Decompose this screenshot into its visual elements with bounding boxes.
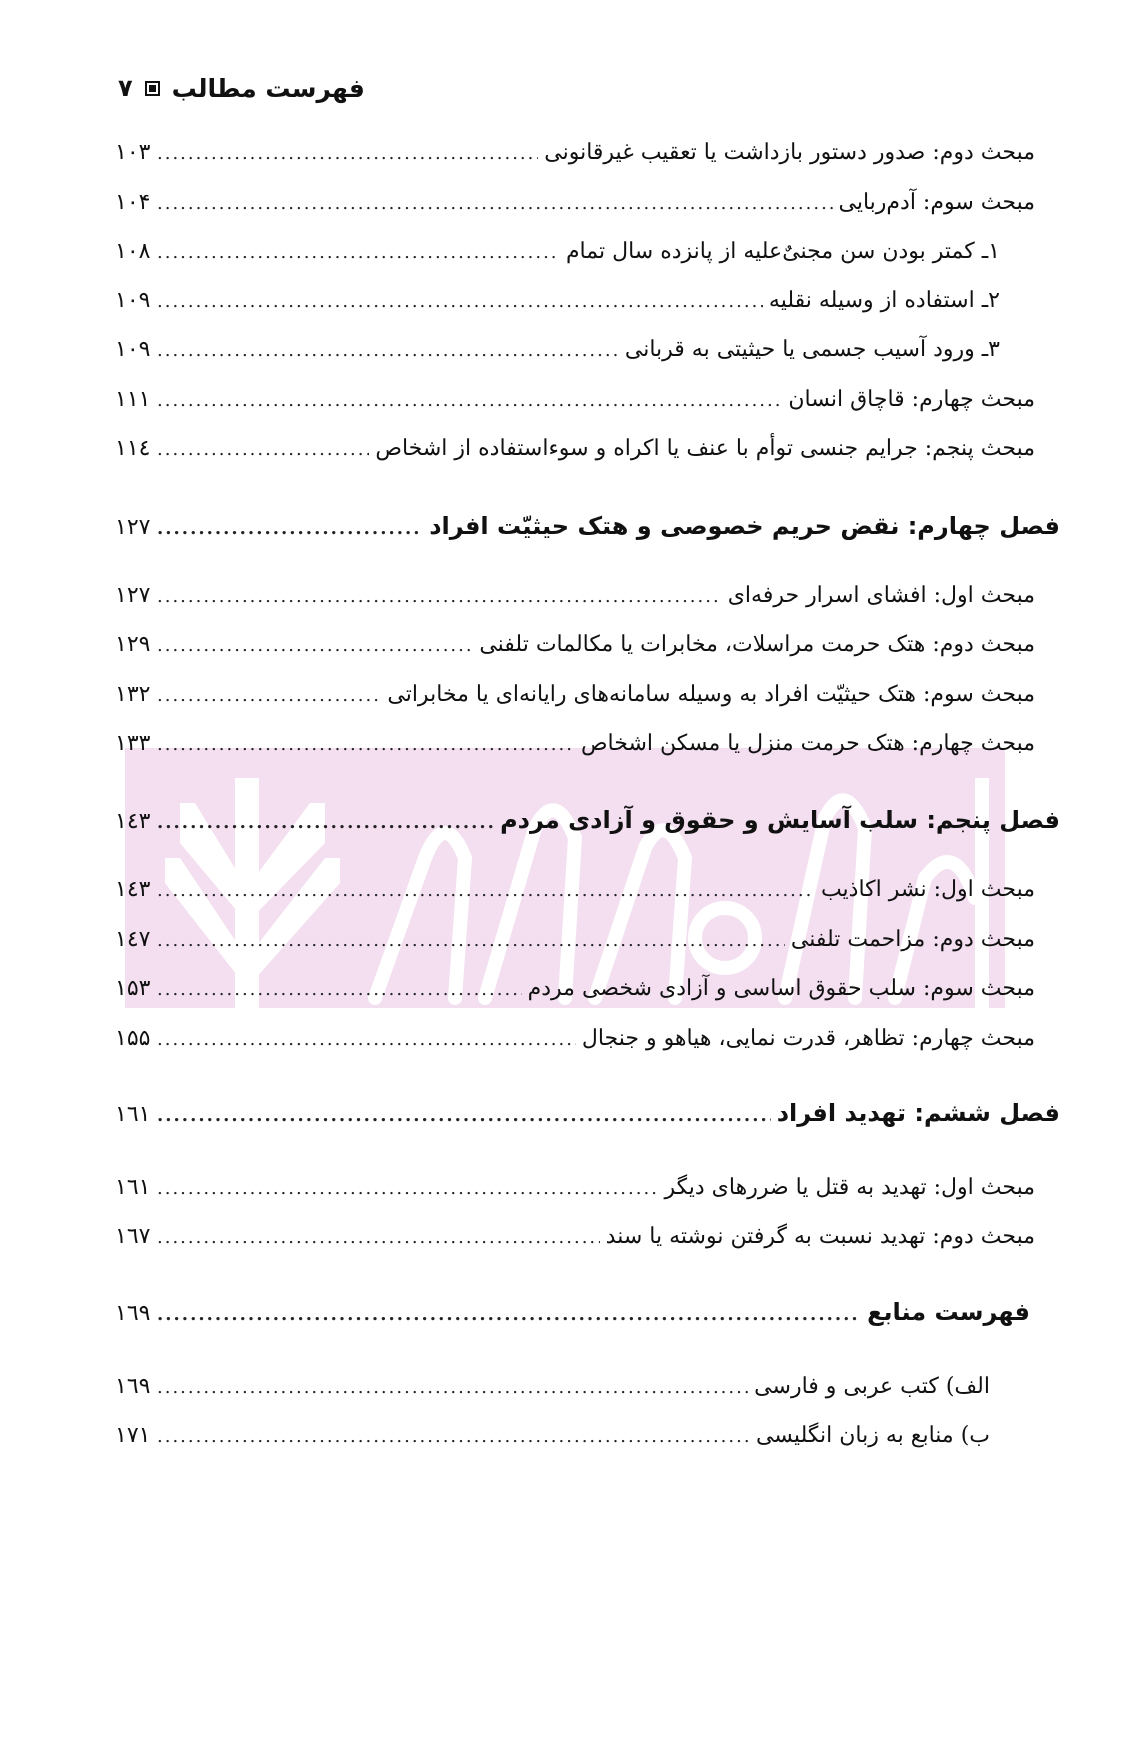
dot-leader bbox=[157, 577, 722, 617]
dot-leader bbox=[157, 1368, 748, 1408]
toc-entry-page: ۱٦۷ bbox=[115, 1224, 151, 1249]
dot-leader bbox=[157, 803, 494, 843]
dot-leader bbox=[157, 970, 522, 1010]
square-bullet-icon bbox=[145, 81, 160, 96]
toc-entry-page: ۱٦۱ bbox=[115, 1102, 151, 1127]
page-number: ۷ bbox=[118, 74, 133, 102]
toc-entry-title: مبحث سوم: هتک حیثیّت افراد به وسیله سامانه‌های رایانه‌ای یا مخابراتی bbox=[387, 682, 1035, 707]
dot-leader bbox=[157, 871, 815, 911]
toc-chapter-title: فصل ششم: تهدید افراد bbox=[776, 1099, 1060, 1127]
toc-entry[interactable] bbox=[115, 625, 1035, 665]
toc-entry-title: مبحث چهارم: قاچاق انسان bbox=[788, 387, 1035, 412]
toc-entry-page: ۱۰۳ bbox=[115, 140, 151, 165]
toc-entry[interactable] bbox=[115, 1217, 1035, 1257]
page-header bbox=[118, 68, 365, 108]
toc-chapter[interactable] bbox=[115, 1292, 1030, 1332]
toc-entry[interactable] bbox=[115, 675, 1035, 715]
toc-chapter[interactable] bbox=[115, 506, 1060, 546]
dot-leader bbox=[157, 381, 782, 421]
dot-leader bbox=[157, 1218, 600, 1258]
toc-entry-title: مبحث دوم: تهدید نسبت به گرفتن نوشته یا سند bbox=[605, 1224, 1035, 1249]
toc-entry[interactable] bbox=[115, 1416, 990, 1456]
toc-entry[interactable] bbox=[115, 1367, 990, 1407]
toc-chapter-title: فصل پنجم: سلب آسایش و حقوق و آزادی مردم bbox=[500, 806, 1060, 834]
toc-entry[interactable] bbox=[115, 429, 1035, 469]
toc-entry-title: مبحث سوم: آدم‌ربایی bbox=[838, 190, 1035, 215]
toc-entry-page: ۱۱۱ bbox=[115, 387, 151, 412]
toc-entry[interactable] bbox=[115, 724, 1035, 764]
toc-entry-page: ۱۳۲ bbox=[115, 682, 151, 707]
toc-entry-title: ۲ـ استفاده از وسیله نقلیه bbox=[768, 288, 1000, 313]
toc-entry-page: ۱۲۷ bbox=[115, 583, 151, 608]
toc-entry[interactable] bbox=[115, 1019, 1035, 1059]
toc-entry-page: ۱۵۳ bbox=[115, 976, 151, 1001]
toc-entry-title: ۳ـ ورود آسیب جسمی یا حیثیتی به قربانی bbox=[624, 337, 1000, 362]
toc-entry-title: مبحث اول: نشر اکاذیب bbox=[820, 877, 1035, 902]
toc-entry[interactable] bbox=[115, 133, 1035, 173]
dot-leader bbox=[157, 233, 560, 273]
toc-chapter[interactable] bbox=[115, 1093, 1060, 1133]
toc-entry-title: مبحث سوم: سلب حقوق اساسی و آزادی شخصی مردم bbox=[527, 976, 1035, 1001]
toc-entry[interactable] bbox=[115, 920, 1035, 960]
toc-chapter[interactable] bbox=[115, 800, 1060, 840]
toc-entry-title: مبحث دوم: مزاحمت تلفنی bbox=[790, 927, 1035, 952]
dot-leader bbox=[157, 331, 619, 371]
toc-entry-title: مبحث چهارم: تظاهر، قدرت نمایی، هیاهو و جنجال bbox=[581, 1026, 1035, 1051]
dot-leader bbox=[157, 282, 763, 322]
toc-entry-page: ۱٦۹ bbox=[115, 1301, 151, 1326]
dot-leader bbox=[157, 1295, 861, 1335]
toc-entry[interactable] bbox=[115, 281, 1000, 321]
toc-entry-page: ۱۵۵ bbox=[115, 1026, 151, 1051]
toc-entry-title: مبحث دوم: هتک حرمت مراسلات، مخابرات یا مکالمات تلفنی bbox=[479, 632, 1035, 657]
toc-entry-page: ۱٦۹ bbox=[115, 1374, 151, 1399]
dot-leader bbox=[157, 725, 575, 765]
toc-entry[interactable] bbox=[115, 870, 1035, 910]
toc-entry-page: ۱۷۱ bbox=[115, 1423, 151, 1448]
toc-entry-page: ۱۰۸ bbox=[115, 239, 151, 264]
toc-entry-title: الف) کتب عربی و فارسی bbox=[754, 1374, 990, 1399]
toc-entry-title: مبحث چهارم: هتک حرمت منزل یا مسکن اشخاص bbox=[580, 731, 1035, 756]
toc-entry[interactable] bbox=[115, 1168, 1035, 1208]
toc-entry[interactable] bbox=[115, 380, 1035, 420]
toc-entry[interactable] bbox=[115, 183, 1035, 223]
toc-entry[interactable] bbox=[115, 576, 1035, 616]
toc-entry-title: ۱ـ کمتر بودن سن مجنیٌ‌علیه از پانزده سال تمام bbox=[565, 239, 1000, 264]
dot-leader bbox=[157, 184, 833, 224]
page-header-title: فهرست مطالب bbox=[171, 73, 365, 103]
toc-entry-title: ب) منابع به زبان انگلیسی bbox=[755, 1423, 990, 1448]
dot-leader bbox=[157, 1020, 576, 1060]
dot-leader bbox=[157, 1417, 750, 1457]
toc-entry[interactable] bbox=[115, 330, 1000, 370]
toc-entry-title: مبحث پنجم: جرایم جنسی توأم با عنف یا اکراه و سوءاستفاده از اشخاص bbox=[375, 436, 1035, 461]
toc-entry-page: ۱٤۷ bbox=[115, 927, 151, 952]
toc-entry[interactable] bbox=[115, 232, 1000, 272]
toc-entry-page: ۱٦۱ bbox=[115, 1175, 151, 1200]
dot-leader bbox=[157, 134, 538, 174]
toc-entry-page: ۱۱٤ bbox=[115, 436, 151, 461]
toc-entry-page: ۱۰۴ bbox=[115, 190, 151, 215]
dot-leader bbox=[157, 430, 369, 470]
toc-entry-title: مبحث اول: افشای اسرار حرفه‌ای bbox=[727, 583, 1035, 608]
toc-entry-page: ۱٤۳ bbox=[115, 877, 151, 902]
dot-leader bbox=[157, 509, 423, 549]
toc-chapter-title: فهرست منابع bbox=[867, 1298, 1030, 1326]
dot-leader bbox=[157, 1096, 771, 1136]
toc-chapter-title: فصل چهارم: نقض حریم خصوصی و هتک حیثیّت افراد bbox=[429, 512, 1060, 540]
dot-leader bbox=[157, 676, 381, 716]
toc-entry[interactable] bbox=[115, 969, 1035, 1009]
toc-entry-page: ۱۲۹ bbox=[115, 632, 151, 657]
dot-leader bbox=[157, 626, 473, 666]
toc-entry-page: ۱۰۹ bbox=[115, 288, 151, 313]
toc-entry-page: ۱٤۳ bbox=[115, 809, 151, 834]
toc-entry-page: ۱۰۹ bbox=[115, 337, 151, 362]
dot-leader bbox=[157, 921, 785, 961]
dot-leader bbox=[157, 1169, 658, 1209]
toc-entry-title: مبحث دوم: صدور دستور بازداشت یا تعقیب غیرقانونی bbox=[544, 140, 1035, 165]
toc-entry-title: مبحث اول: تهدید به قتل یا ضررهای دیگر bbox=[664, 1175, 1035, 1200]
toc-entry-page: ۱۳۳ bbox=[115, 731, 151, 756]
toc-entry-page: ۱۲۷ bbox=[115, 515, 151, 540]
